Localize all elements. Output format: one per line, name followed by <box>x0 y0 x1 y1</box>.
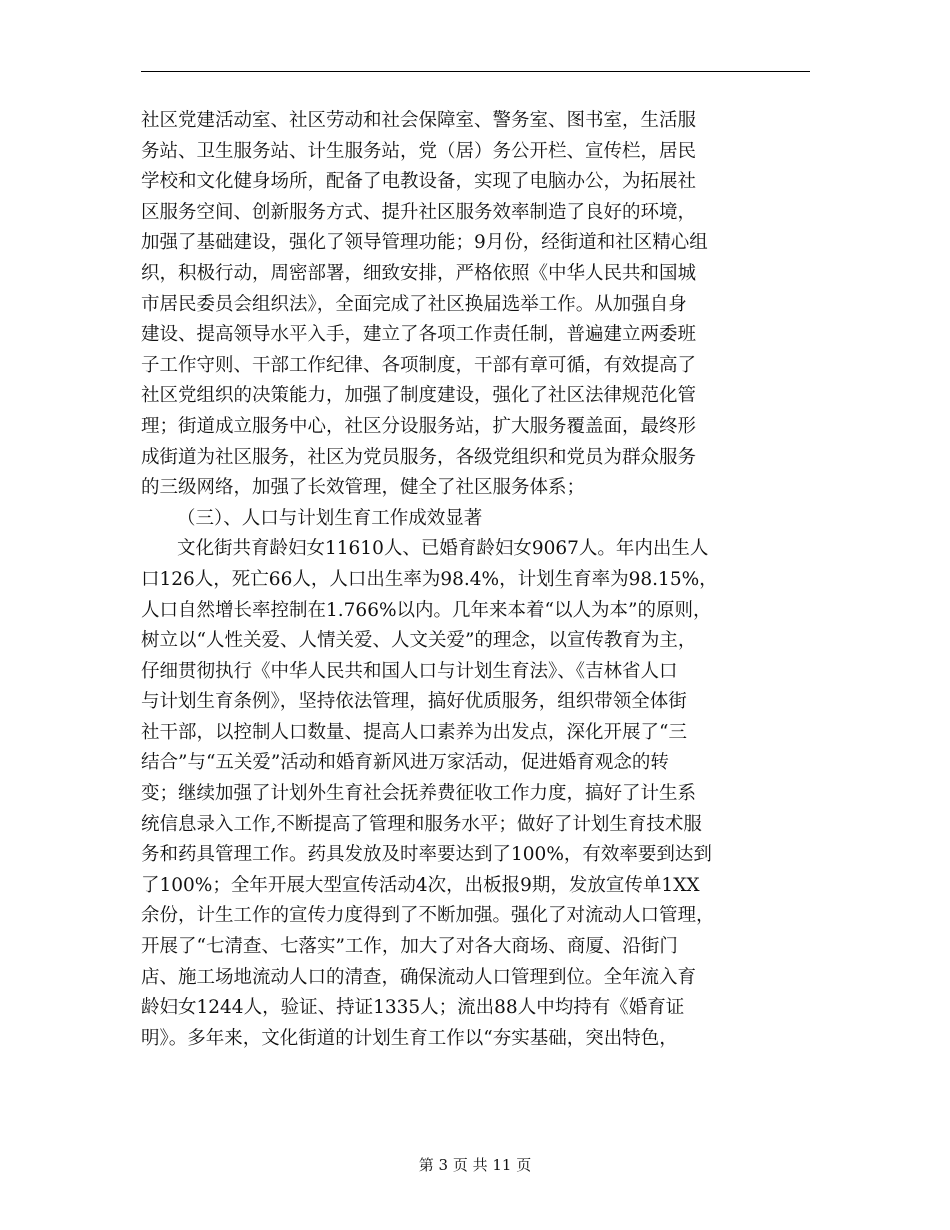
text-line: 明》。多年来，文化街道的计划生育工作以“夯实基础，突出特色， <box>141 1027 678 1049</box>
text-line: 开展了“七清查、七落实”工作，加大了对各大商场、商厦、沿街门 <box>141 936 678 958</box>
body-text <box>141 106 841 1054</box>
text-line: 社干部，以控制人口数量、提高人口素养为出发点，深化开展了“三 <box>141 721 687 743</box>
section-heading: （三）、人口与计划生育工作成效显著 <box>177 507 483 529</box>
text-line: 学校和文化健身场所，配备了电教设备，实现了电脑办公，为拓展社 <box>141 171 697 193</box>
text-line: 的三级网络，加强了长效管理，健全了社区服务体系； <box>141 477 586 499</box>
text-line: 结合”与“五关爱”活动和婚育新风进万家活动，促进婚育观念的转 <box>141 752 669 774</box>
text-line: 子工作守则、干部工作纪律、各项制度，干部有章可循，有效提高了 <box>141 354 697 376</box>
text-line: 织，积极行动，周密部署，细致安排，严格依照《中华人民共和国城 <box>141 262 697 284</box>
text-line: 社区党组织的决策能力，加强了制度建设，强化了社区法律规范化管 <box>141 385 697 407</box>
text-line: 变；继续加强了计划外生育社会抚养费征收工作力度，搞好了计生系 <box>141 783 697 805</box>
text-line: 龄妇女1244人，验证、持证1335人；流出88人中均持有《婚育证 <box>141 997 685 1019</box>
text-line: 仔细贯彻执行《中华人民共和国人口与计划生育法》、《吉林省人口 <box>141 660 678 682</box>
text-line: 与计划生育条例》，坚持依法管理，搞好优质服务，组织带领全体街 <box>141 691 687 713</box>
header-rule <box>141 71 810 72</box>
text-line: 树立以“人性关爱、人情关爱、人文关爱”的理念，以宣传教育为主， <box>141 630 697 652</box>
paragraph-start: 文化街共育龄妇女11610人、已婚育龄妇女9067人。年内出生人 <box>177 538 709 560</box>
text-line: 社区党建活动室、社区劳动和社会保障室、警务室、图书室，生活服 <box>141 110 697 131</box>
page-footer: 第 3 页 共 11 页 <box>418 1156 532 1174</box>
text-line: 务站、卫生服务站、计生服务站，党（居）务公开栏、宣传栏，居民 <box>141 140 697 162</box>
text-line: 市居民委员会组织法》，全面完成了社区换届选举工作。从加强自身 <box>141 293 687 315</box>
text-line: 务和药具管理工作。药具发放及时率要达到了100%，有效率要到达到 <box>141 844 712 866</box>
text-line: 统信息录入工作,不断提高了管理和服务水平；做好了计划生育技术服 <box>141 813 702 835</box>
text-line: 理；街道成立服务中心，社区分设服务站，扩大服务覆盖面，最终形 <box>141 415 697 437</box>
text-line: 区服务空间、创新服务方式、提升社区服务效率制造了良好的环境， <box>141 201 697 223</box>
text-line: 建设、提高领导水平入手，建立了各项工作责任制，普遍建立两委班 <box>141 324 697 346</box>
text-line: 加强了基础建设，强化了领导管理功能；9月份，经街道和社区精心组 <box>141 232 708 254</box>
text-line: 店、施工场地流动人口的清查，确保流动人口管理到位。全年流入育 <box>141 966 697 988</box>
text-line: 口126人，死亡66人，人口出生率为98.4%，计划生育率为98.15%， <box>141 568 718 590</box>
text-line: 余份，计生工作的宣传力度得到了不断加强。强化了对流动人口管理， <box>141 905 715 927</box>
text-line: 了100%；全年开展大型宣传活动4次，出板报9期，发放宣传单1XX <box>141 874 700 896</box>
text-line: 人口自然增长率控制在1.766%以内。几年来本着“以人为本”的原则， <box>141 599 712 621</box>
text-line: 成街道为社区服务，社区为党员服务，各级党组织和党员为群众服务 <box>141 446 697 468</box>
